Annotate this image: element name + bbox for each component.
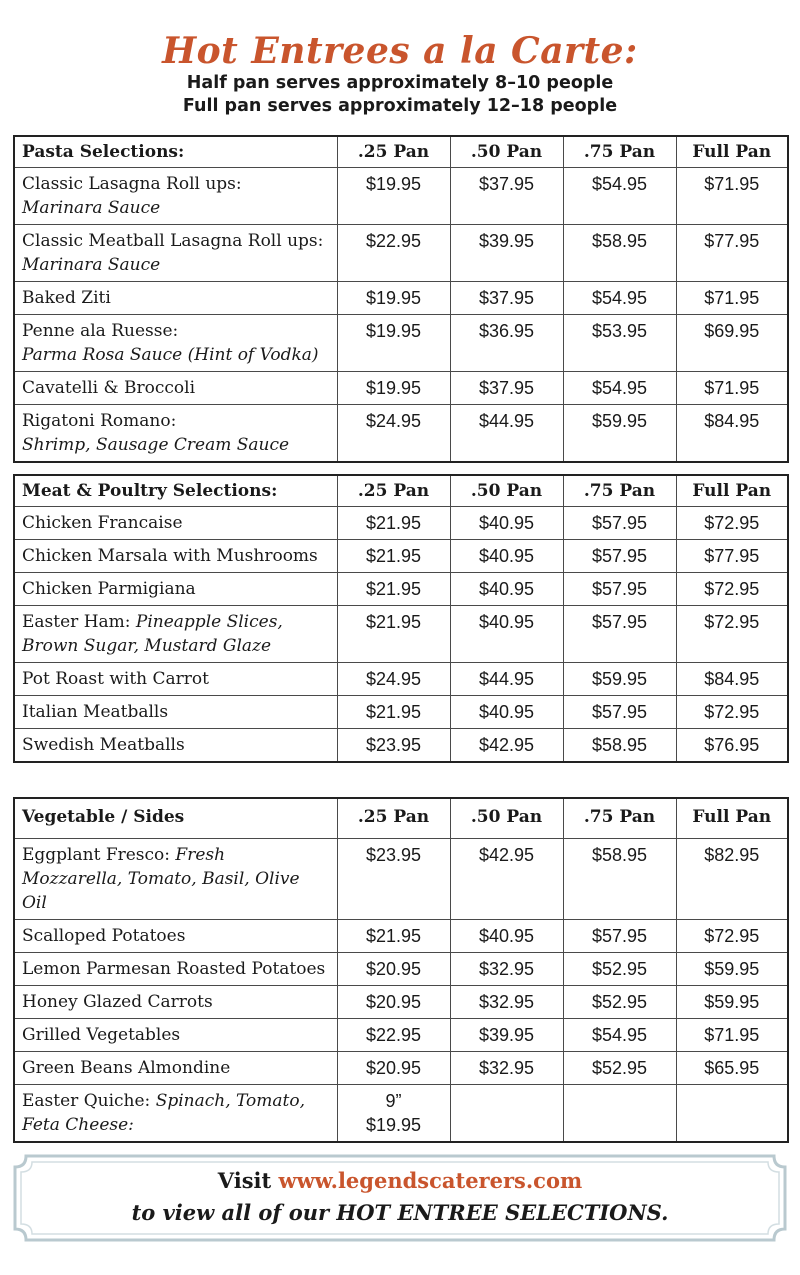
menu-item-row — [14, 986, 788, 1019]
price-cell: $57.95 — [563, 507, 676, 540]
pan-size-header: .75 Pan — [563, 798, 676, 839]
price-cell: $37.95 — [450, 168, 563, 225]
item-name: Lemon Parmesan Roasted Potatoes — [22, 959, 326, 979]
item-name: Pot Roast with Carrot — [22, 669, 209, 689]
price-cell: $57.95 — [563, 606, 676, 663]
price-cell: $20.95 — [337, 1052, 450, 1085]
menu-item-row — [14, 372, 788, 405]
price-cell: $24.95 — [337, 663, 450, 696]
item-description: Marinara Sauce — [22, 255, 161, 275]
price-cell: $57.95 — [563, 540, 676, 573]
menu-item-row — [14, 729, 788, 763]
item-name: Scalloped Potatoes — [22, 926, 186, 946]
item-cell — [14, 315, 337, 372]
price-cell: $37.95 — [450, 282, 563, 315]
price-cell: $40.95 — [450, 696, 563, 729]
pan-size-header: Full Pan — [676, 136, 788, 168]
item-name: Swedish Meatballs — [22, 735, 185, 755]
item-description: Fresh Mozzarella, Tomato, Basil, Olive Oil — [22, 845, 300, 913]
item-description: Marinara Sauce — [22, 198, 161, 218]
item-cell — [14, 372, 337, 405]
price-cell: $21.95 — [337, 696, 450, 729]
price-cell: $52.95 — [563, 986, 676, 1019]
price-cell: $58.95 — [563, 839, 676, 920]
price-cell: $39.95 — [450, 225, 563, 282]
item-name: Grilled Vegetables — [22, 1025, 181, 1045]
item-cell — [14, 696, 337, 729]
item-name: Classic Lasagna Roll ups: — [22, 174, 242, 194]
menu-item-row — [14, 282, 788, 315]
price-cell: $54.95 — [563, 282, 676, 315]
item-cell — [14, 920, 337, 953]
full-pan-note: Full pan serves approximately 12–18 people — [182, 96, 618, 116]
price-cell: $20.95 — [337, 953, 450, 986]
item-cell — [14, 1085, 337, 1143]
header-row — [14, 136, 788, 168]
item-name: Penne ala Ruesse: — [22, 321, 179, 341]
pan-size-header: .75 Pan — [563, 136, 676, 168]
menu-item-row — [14, 1019, 788, 1052]
price-cell: $65.95 — [676, 1052, 788, 1085]
price-cell: $52.95 — [563, 953, 676, 986]
price-cell: $32.95 — [450, 953, 563, 986]
price-cell: $22.95 — [337, 1019, 450, 1052]
price-cell: $54.95 — [563, 1019, 676, 1052]
item-cell — [14, 405, 337, 463]
price-cell: $82.95 — [676, 839, 788, 920]
menu-item-row — [14, 1052, 788, 1085]
price-cell: $23.95 — [337, 729, 450, 763]
section-header — [14, 136, 788, 168]
price-cell: $71.95 — [676, 168, 788, 225]
item-cell — [14, 663, 337, 696]
header-row — [14, 475, 788, 507]
price-cell: $19.95 — [337, 168, 450, 225]
footer-tagline: to view all of our HOT ENTREE SELECTIONS. — [131, 1200, 669, 1225]
price-cell: $57.95 — [563, 696, 676, 729]
item-name: Rigatoni Romano: — [22, 411, 177, 431]
price-cell: $77.95 — [676, 225, 788, 282]
menu-item-row — [14, 315, 788, 372]
item-description: Parma Rosa Sauce (Hint of Vodka) — [22, 345, 319, 365]
price-cell: $84.95 — [676, 405, 788, 463]
price-cell: $44.95 — [450, 405, 563, 463]
item-cell — [14, 168, 337, 225]
item-cell — [14, 606, 337, 663]
menu-item-row — [14, 540, 788, 573]
website-link[interactable]: www.legendscaterers.com — [278, 1168, 583, 1193]
pan-size-header: Full Pan — [676, 475, 788, 507]
price-cell: $59.95 — [563, 663, 676, 696]
price-cell: $20.95 — [337, 986, 450, 1019]
price-cell: 9” $19.95 — [337, 1085, 450, 1143]
price-cell: $22.95 — [337, 225, 450, 282]
item-name: Easter Ham: — [22, 612, 131, 632]
item-name: Easter Quiche: — [22, 1091, 151, 1111]
section-header — [14, 475, 788, 507]
item-name: Chicken Parmigiana — [22, 579, 196, 599]
price-cell: $59.95 — [676, 986, 788, 1019]
price-cell: $23.95 — [337, 839, 450, 920]
section-header — [14, 798, 788, 839]
price-cell: $72.95 — [676, 606, 788, 663]
section-title: Meat & Poultry Selections: — [14, 475, 337, 507]
price-cell: $32.95 — [450, 1052, 563, 1085]
price-cell: $21.95 — [337, 606, 450, 663]
price-cell: $44.95 — [450, 663, 563, 696]
item-cell — [14, 986, 337, 1019]
footer-text — [12, 1165, 788, 1229]
price-cell: $24.95 — [337, 405, 450, 463]
price-cell: $72.95 — [676, 507, 788, 540]
pasta-table — [13, 135, 789, 463]
price-cell: $71.95 — [676, 372, 788, 405]
item-name: Chicken Francaise — [22, 513, 183, 533]
item-cell — [14, 953, 337, 986]
item-cell — [14, 507, 337, 540]
price-cell: $59.95 — [676, 953, 788, 986]
section-title: Vegetable / Sides — [14, 798, 337, 839]
half-pan-note: Half pan serves approximately 8–10 people — [186, 73, 614, 93]
item-description: Pineapple Slices, Brown Sugar, Mustard Glaze — [22, 612, 283, 656]
menu-item-row — [14, 696, 788, 729]
footer-banner — [12, 1153, 788, 1243]
item-name: Chicken Marsala with Mushrooms — [22, 546, 318, 566]
pan-size-header: .75 Pan — [563, 475, 676, 507]
menu-item-row — [14, 405, 788, 463]
pan-size-header: .25 Pan — [337, 136, 450, 168]
price-cell: $40.95 — [450, 920, 563, 953]
menu-item-row — [14, 839, 788, 920]
price-cell: $36.95 — [450, 315, 563, 372]
price-cell: $71.95 — [676, 1019, 788, 1052]
price-cell: $52.95 — [563, 1052, 676, 1085]
pan-size-header: .50 Pan — [450, 136, 563, 168]
menu-item-row — [14, 606, 788, 663]
price-cell: $42.95 — [450, 839, 563, 920]
price-cell: $84.95 — [676, 663, 788, 696]
pan-size-header: .50 Pan — [450, 475, 563, 507]
item-cell — [14, 573, 337, 606]
price-cell — [676, 1085, 788, 1143]
pan-size-header: .50 Pan — [450, 798, 563, 839]
price-cell: $72.95 — [676, 696, 788, 729]
price-cell: $77.95 — [676, 540, 788, 573]
item-cell — [14, 729, 337, 763]
price-cell: $40.95 — [450, 606, 563, 663]
price-cell: $42.95 — [450, 729, 563, 763]
price-cell — [450, 1085, 563, 1143]
item-cell — [14, 282, 337, 315]
price-cell: $58.95 — [563, 729, 676, 763]
pan-size-header: Full Pan — [676, 798, 788, 839]
price-cell: $32.95 — [450, 986, 563, 1019]
price-cell: $54.95 — [563, 372, 676, 405]
price-cell: $53.95 — [563, 315, 676, 372]
meat-poultry-table — [13, 474, 789, 763]
price-cell: $21.95 — [337, 540, 450, 573]
price-cell: $19.95 — [337, 282, 450, 315]
item-name: Classic Meatball Lasagna Roll ups: — [22, 231, 324, 251]
item-cell — [14, 1052, 337, 1085]
section-title: Pasta Selections: — [14, 136, 337, 168]
menu-item-row — [14, 225, 788, 282]
price-cell: $71.95 — [676, 282, 788, 315]
menu-title: Hot Entrees a la Carte: — [162, 30, 638, 72]
price-cell: $21.95 — [337, 507, 450, 540]
menu-item-row — [14, 920, 788, 953]
item-description: Spinach, Tomato, Feta Cheese: — [22, 1091, 305, 1135]
menu-header — [0, 30, 800, 118]
item-name: Eggplant Fresco: — [22, 845, 171, 865]
price-cell: $58.95 — [563, 225, 676, 282]
price-cell: $19.95 — [337, 372, 450, 405]
pan-size-header: .25 Pan — [337, 798, 450, 839]
menu-item-row — [14, 663, 788, 696]
menu-item-row — [14, 1085, 788, 1143]
price-cell: $69.95 — [676, 315, 788, 372]
item-name: Cavatelli & Broccoli — [22, 378, 196, 398]
pan-size-header: .25 Pan — [337, 475, 450, 507]
item-cell — [14, 225, 337, 282]
price-cell: $59.95 — [563, 405, 676, 463]
menu-item-row — [14, 573, 788, 606]
item-name: Italian Meatballs — [22, 702, 169, 722]
price-cell: $57.95 — [563, 920, 676, 953]
menu-item-row — [14, 168, 788, 225]
item-cell — [14, 1019, 337, 1052]
visit-label: Visit — [217, 1168, 272, 1193]
price-cell: $40.95 — [450, 540, 563, 573]
price-cell: $72.95 — [676, 920, 788, 953]
price-cell: $40.95 — [450, 507, 563, 540]
header-row — [14, 798, 788, 839]
item-name: Green Beans Almondine — [22, 1058, 231, 1078]
price-cell: $37.95 — [450, 372, 563, 405]
price-cell: $21.95 — [337, 573, 450, 606]
menu-item-row — [14, 507, 788, 540]
price-cell: $54.95 — [563, 168, 676, 225]
price-cell: $21.95 — [337, 920, 450, 953]
item-cell — [14, 839, 337, 920]
price-cell: $76.95 — [676, 729, 788, 763]
item-name: Honey Glazed Carrots — [22, 992, 213, 1012]
item-name: Baked Ziti — [22, 288, 111, 308]
price-cell: $72.95 — [676, 573, 788, 606]
item-description: Shrimp, Sausage Cream Sauce — [22, 435, 290, 455]
menu-item-row — [14, 953, 788, 986]
price-cell: $39.95 — [450, 1019, 563, 1052]
item-cell — [14, 540, 337, 573]
price-cell: $40.95 — [450, 573, 563, 606]
price-cell: $57.95 — [563, 573, 676, 606]
vegetable-sides-table — [13, 797, 789, 1143]
price-cell: $19.95 — [337, 315, 450, 372]
price-cell — [563, 1085, 676, 1143]
